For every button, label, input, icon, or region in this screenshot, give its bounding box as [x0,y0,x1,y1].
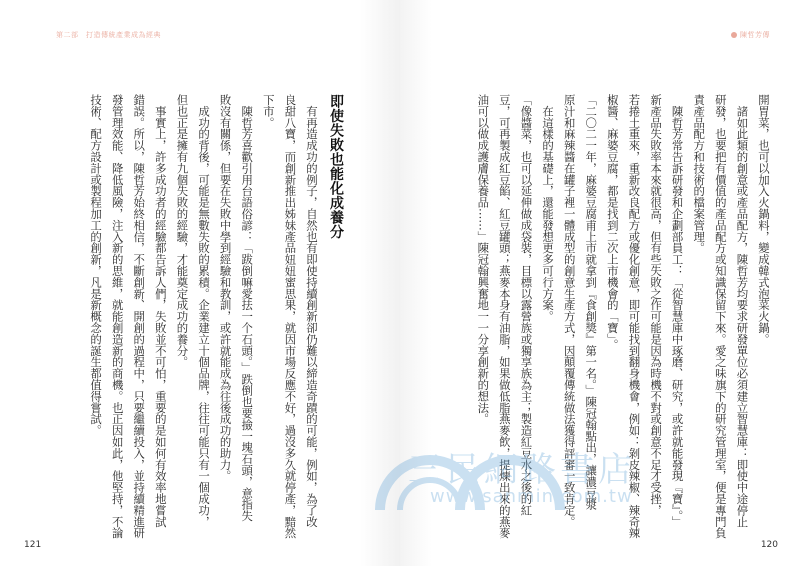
text-column: 油可以做成護膚保養品……」陳冠翰興奮地一一分享創新的想法。 [476,94,491,425]
text-column: 陳哲芳喜歡引用台語俗諺：「跋倒嘛愛抾一个石頭。」跌倒也要撿一塊石頭，意指失 [240,94,255,522]
running-head-right-text: 陳哲芳傳 [740,31,770,39]
text-column: 原汁和麻辣醬在罐子裡一體成型的創意生產方式，因顛覆傳統做法獲得評審一致肯定。 [562,94,577,528]
text-column: 良甜八寶，而創新推出姊妹產品妞妞蜜思果，就因市場反應不好，過沒多久就停產，黯然 [283,94,298,539]
text-column: 敗沒有關係，但要在失敗中學到經驗和教訓，或許就能成為往後成功的助力。 [218,94,233,482]
text-column: 研發，也要把有價值的產品配方或知識保留下來。愛之味旗下的研究管理室，便是專門負 [713,94,728,539]
watermark-name: 三民網路書店 [408,450,636,490]
text-column: 事實上，許多成功者的經驗都告訴人們，失敗並不可怕，重要的是如何有效率地嘗試 [153,94,168,528]
bullet-dot-icon [731,32,737,38]
text-column: 錯誤。所以，陳哲芳始終相信，不斷創新、開創的過程中，只要繼續投入，並持續精進研 [132,94,147,539]
text-column: 有再造成功的例子，自然也有即使持續創新卻仍難以締造奇蹟的可能，例如，為了改 [305,94,319,528]
running-head-left: 第二部 打造傳統產業成為經典 [56,31,161,39]
text-column: 新產品失敗率本來就很高，但有些失敗之作可能是因為時機不對或創意不足才受挫， [649,94,664,516]
section-heading: 即使失敗也能化成養分 [328,94,344,239]
running-head-right [731,30,770,40]
text-column: 開胃菜，也可以加入火鍋料，變成韓式泡菜火鍋。 [757,94,771,345]
text-column: 在這樣的基礎上，還能發想更多可行方案。 [541,94,556,322]
text-column: 「二〇二一年，麻婆豆腐甫上市就拿到『食創獎』第一名。」陳冠翰點出，讓濃豆漿 [584,94,599,511]
text-column: 「像醬菜，也可以延伸做成袋裝，目標以露營族或獨享族為主；製造紅豆水之後的紅 [519,94,534,516]
text-column: 下市。 [261,94,276,129]
page-number-left: 121 [24,540,42,550]
text-column: 發管理效能、降低風險，注入新的思維，就能創造新的商機。也正因如此，他堅持，不論 [110,94,125,539]
text-column: 陳哲芳常告訴研發和企劃部員工：「從智慧庫中琢磨、研究，或許就能發現『寶』。」 [670,94,685,528]
page-number-right: 120 [760,540,778,550]
text-column: 若捲土重來，重新改良配方或優化創意，即可能找到翻身機會，例如：剝皮辣椒、辣奇辣 [627,94,642,539]
text-column: 技術、配方設計或製程加工的創新，凡是新概念的誕生都值得嘗試。 [89,94,104,436]
text-column: 責產品配方和技術的檔案管理。 [692,94,707,254]
text-column: 成功的背後，可能是無數失敗的累積。企業建立十個品牌，往往可能只有一個成功， [197,94,212,528]
text-column: 豆，可再製成紅豆餡、紅豆罐頭；燕麥本身有油脂，如果做低脂燕麥飲，提煉出來的燕麥 [497,94,512,539]
watermark-url: www.sanmin.com.tw [430,486,633,507]
right-page [400,0,800,566]
text-column: 椒醬、麻婆豆腐，都是找到二次上市機會的「寶」。 [605,94,620,351]
left-page-text [84,94,349,544]
text-column: 諸如此類的創意或產品配方，陳哲芳均要求研發單位必須建立智慧庫：即使中途停止 [735,94,750,528]
right-page-text [472,94,774,544]
text-column: 但也正是擁有九個失敗的經驗，才能奠定成功的養分。 [175,94,190,368]
